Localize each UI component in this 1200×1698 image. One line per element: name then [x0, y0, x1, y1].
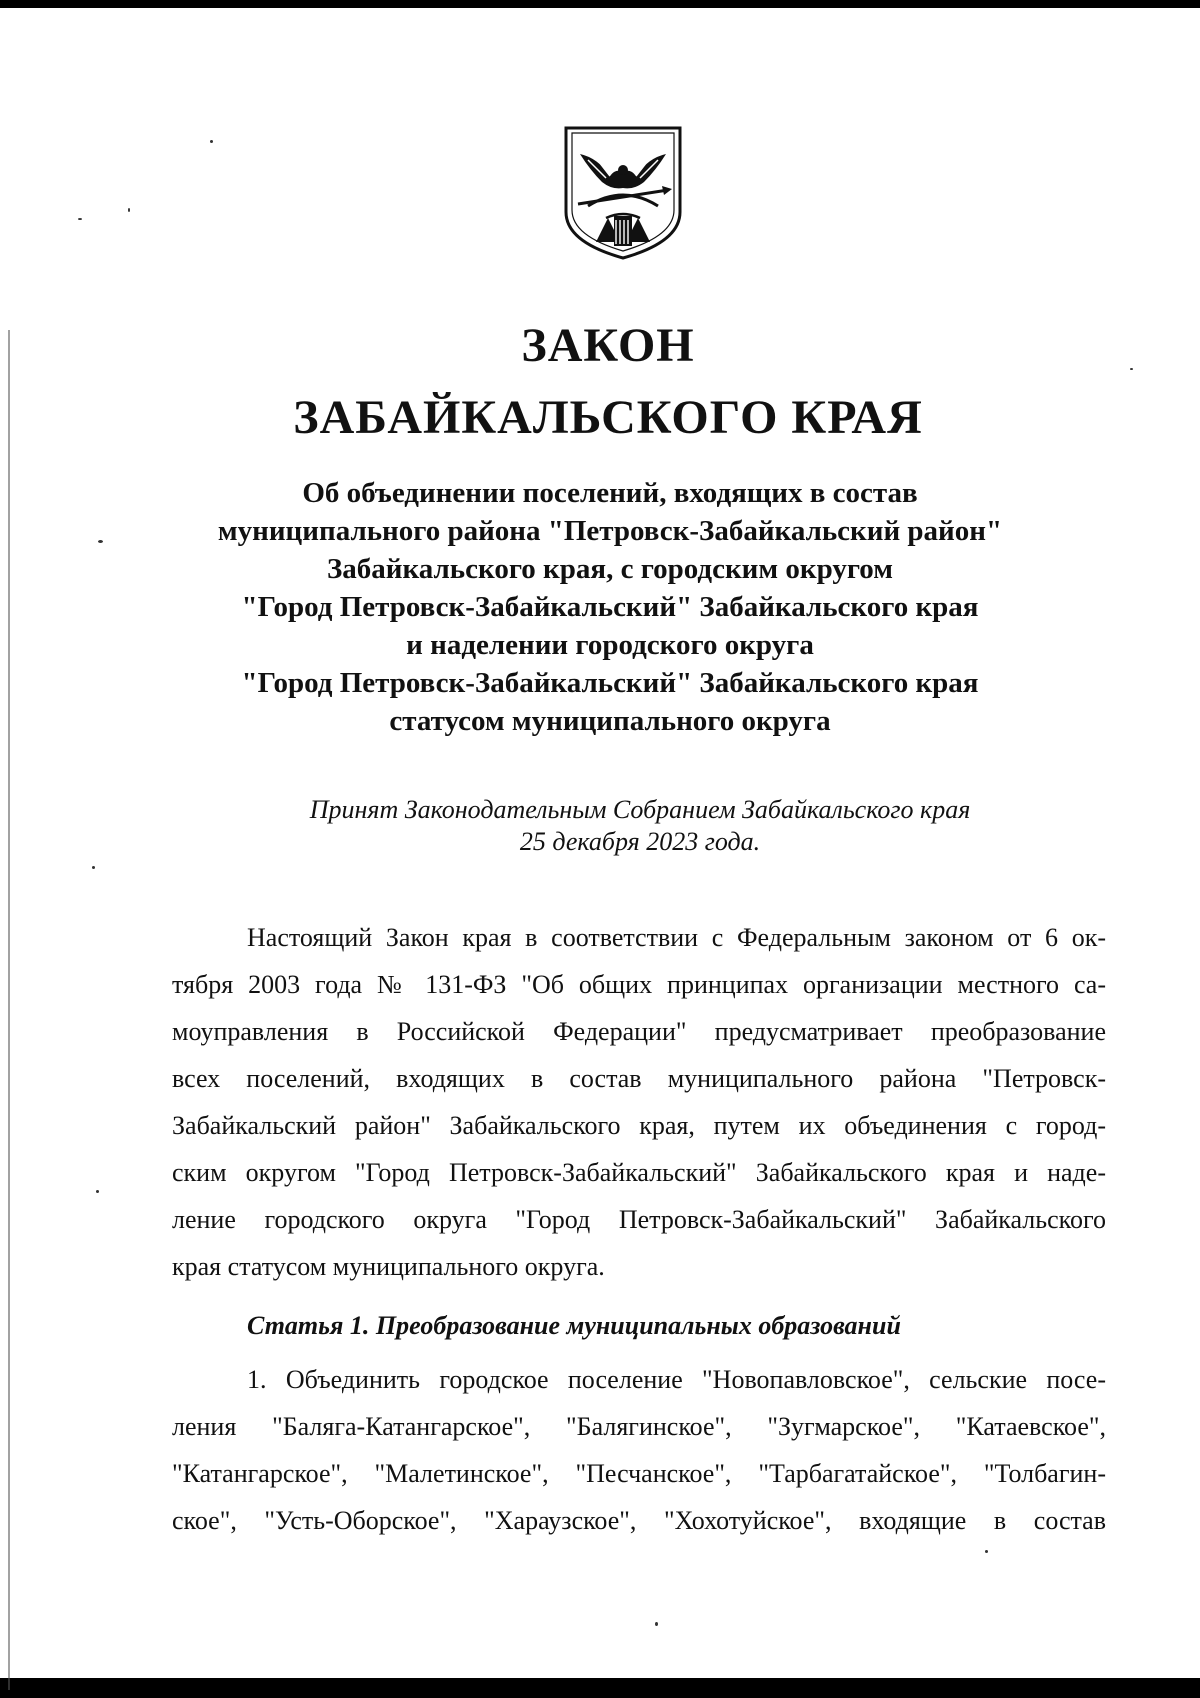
scan-speck: [98, 540, 103, 543]
subject-line: Об объединении поселений, входящих в состав: [302, 477, 918, 509]
subject-line: и наделении городского округа: [406, 629, 814, 661]
text-line: тября 2003 года № 131-ФЗ "Об общих принципах организации местного са-: [172, 970, 1106, 999]
scan-speck: [985, 1550, 988, 1553]
subject-line: статусом муниципального округа: [389, 705, 831, 737]
scan-speck: [96, 1190, 99, 1193]
scan-speck: [78, 218, 82, 220]
coat-of-arms-icon: [558, 124, 688, 262]
adoption-date: 25 декабря 2023 года.: [519, 827, 761, 856]
subject-line: "Город Петровск-Забайкальский" Забайкальского края: [241, 667, 979, 699]
text-line: Забайкальский район" Забайкальского края, путем их объединения с город-: [172, 1111, 1106, 1140]
subject-line: "Город Петровск-Забайкальский" Забайкальского края: [241, 591, 979, 623]
preamble-paragraph: [172, 914, 1106, 1290]
subject-line: Забайкальского края, с городским округом: [327, 553, 893, 585]
text-line: Настоящий Закон края в соответствии с Федеральным законом от 6 ок-: [247, 923, 1106, 952]
text-line: всех поселений, входящих в состав муниципального района "Петровск-: [172, 1064, 1106, 1093]
text-line: ление городского округа "Город Петровск-Забайкальский" Забайкальского: [172, 1205, 1106, 1234]
scan-speck: [128, 208, 130, 212]
text-line: края статусом муниципального округа.: [172, 1252, 605, 1281]
law-title: ЗАКОН: [521, 319, 695, 372]
subject-line: муниципального района "Петровск-Забайкальский район": [217, 515, 1003, 547]
scan-speck: [210, 140, 213, 143]
scan-speck: [655, 1622, 658, 1626]
law-subject: [160, 474, 1060, 740]
text-line: ское", "Усть-Оборское", "Хараузское", "Хохотуйское", входящие в состав: [172, 1506, 1106, 1535]
scan-speck: [92, 866, 95, 869]
law-region-title: ЗАБАЙКАЛЬСКОГО КРАЯ: [293, 391, 923, 444]
adoption-note: [200, 794, 1080, 858]
adoption-body: Принят Законодательным Собранием Забайкальского края: [309, 795, 971, 824]
scan-border-top: [0, 0, 1200, 8]
text-line: "Катангарское", "Малетинское", "Песчанское", "Тарбагатайское", "Толбагин-: [172, 1459, 1106, 1488]
article-heading: Статья 1. Преобразование муниципальных образований: [247, 1311, 901, 1340]
text-line: ления "Баляга-Катангарское", "Балягинское", "Зугмарское", "Катаевское",: [172, 1412, 1106, 1441]
text-line: 1. Объединить городское поселение "Новопавловское", сельские посе-: [247, 1365, 1106, 1394]
text-line: ским округом "Город Петровск-Забайкальский" Забайкальского края и наде-: [172, 1158, 1106, 1187]
scan-edge-left: [8, 330, 10, 1690]
article-paragraph: [172, 1356, 1106, 1544]
text-line: моуправления в Российской Федерации" предусматривает преобразование: [172, 1017, 1106, 1046]
scan-border-bottom: [0, 1678, 1200, 1698]
